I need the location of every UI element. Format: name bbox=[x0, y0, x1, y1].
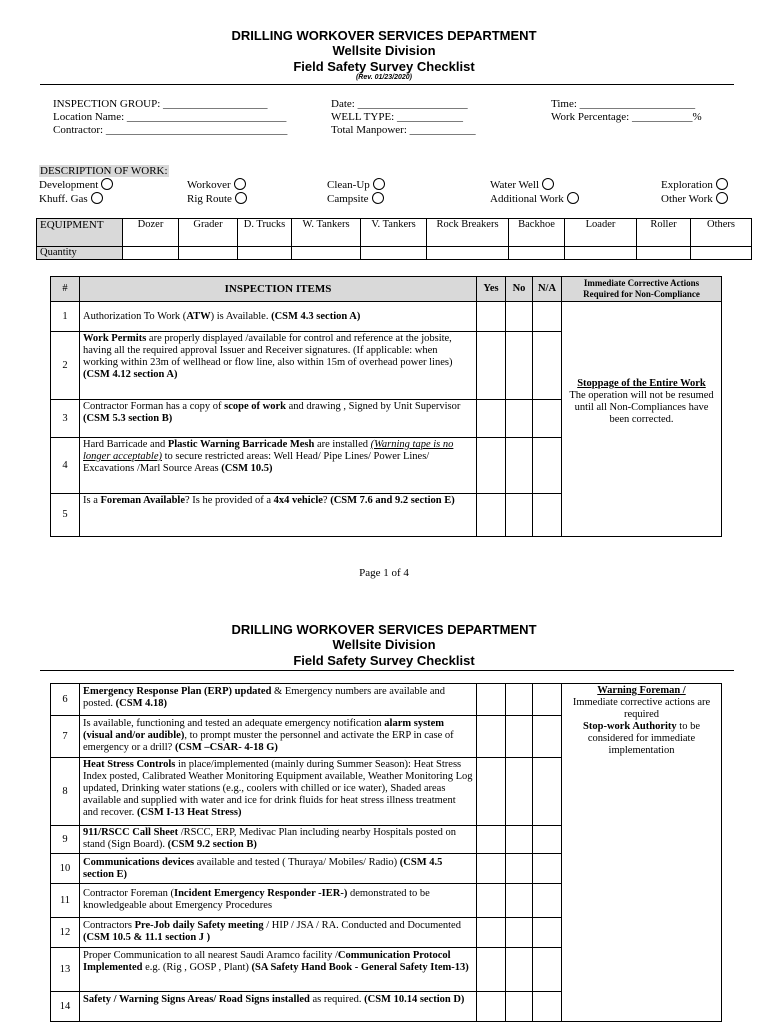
row-item-text: Heat Stress Controls in place/implemented (mainly during Summer Season): Heat Stress Index posted, Calibrated Weather Monitoring Equipment available, Weather Monitoring Log updated, Drinking water stations (e.g., coolers with chilled or ice water), Shaded areas available and supplied with water and ice for drink fluids for heat stress illness treatment and recover. (CSM I-13 Heat Stress) bbox=[80, 758, 477, 826]
well-type-field[interactable]: WELL TYPE: ____________ bbox=[331, 111, 463, 123]
page1-header-rule bbox=[40, 84, 734, 85]
inspection-group-field[interactable]: INSPECTION GROUP: ___________________ bbox=[53, 98, 268, 110]
row-item-text: Work Permits are properly displayed /available for control and reference at the jobsite, having all the required approval Issuer and Receiver signatures. (If applicable: when working within 23m of wellhead or flow line, also within 15m of overhead power lines) (CSM 4.12 section A) bbox=[80, 332, 477, 400]
row-item-text: Contractors Pre-Job daily Safety meeting / HIP / JSA / RA. Conducted and Documented (CSM 10.5 & 11.1 section J ) bbox=[80, 918, 477, 948]
na-cell[interactable] bbox=[533, 948, 562, 992]
option-additional-work[interactable]: Additional Work bbox=[490, 192, 579, 205]
row-item-text: Emergency Response Plan (ERP) updated & Emergency numbers are available and posted. (CSM 4.18) bbox=[80, 684, 477, 716]
quantity-cell[interactable] bbox=[123, 247, 179, 260]
equipment-table bbox=[36, 218, 752, 260]
page2-header-rule bbox=[40, 670, 734, 671]
radio-water-well[interactable] bbox=[542, 178, 554, 190]
row-number: 8 bbox=[51, 758, 80, 826]
quantity-cell[interactable] bbox=[637, 247, 691, 260]
equipment-others: Others bbox=[691, 219, 752, 247]
col-number: # bbox=[51, 277, 80, 302]
radio-development[interactable] bbox=[101, 178, 113, 190]
equipment-grader: Grader bbox=[179, 219, 238, 247]
na-cell[interactable] bbox=[533, 758, 562, 826]
na-cell[interactable] bbox=[533, 438, 562, 494]
row-item-text: Hard Barricade and Plastic Warning Barricade Mesh are installed (Warning tape is no longer acceptable) to secure restricted areas: Well Head/ Pipe Lines/ Power Lines/ Excavations /Marl Source Areas (CSM 10.5) bbox=[80, 438, 477, 494]
table-row bbox=[51, 684, 722, 716]
col-na: N/A bbox=[533, 277, 562, 302]
equipment-quantity-row bbox=[37, 247, 752, 260]
corrective-action-cell bbox=[562, 302, 722, 537]
yes-cell[interactable] bbox=[477, 400, 506, 438]
equipment-label: EQUIPMENT bbox=[37, 219, 123, 247]
no-cell[interactable] bbox=[506, 758, 533, 826]
radio-campsite[interactable] bbox=[372, 192, 384, 204]
no-cell[interactable] bbox=[506, 400, 533, 438]
page1-form-title: Field Safety Survey Checklist bbox=[293, 59, 475, 74]
yes-cell[interactable] bbox=[477, 992, 506, 1022]
no-cell[interactable] bbox=[506, 716, 533, 758]
quantity-cell[interactable] bbox=[509, 247, 565, 260]
radio-workover[interactable] bbox=[234, 178, 246, 190]
equipment-header-row bbox=[37, 219, 752, 247]
row-number: 9 bbox=[51, 826, 80, 854]
na-cell[interactable] bbox=[533, 302, 562, 332]
no-cell[interactable] bbox=[506, 302, 533, 332]
inspection-table-page1 bbox=[50, 276, 722, 537]
row-number: 14 bbox=[51, 992, 80, 1022]
yes-cell[interactable] bbox=[477, 438, 506, 494]
yes-cell[interactable] bbox=[477, 684, 506, 716]
equipment-v-tankers: V. Tankers bbox=[361, 219, 427, 247]
page1-department-title: DRILLING WORKOVER SERVICES DEPARTMENT bbox=[231, 28, 537, 43]
equipment-roller: Roller bbox=[637, 219, 691, 247]
option-exploration[interactable]: Exploration bbox=[661, 178, 728, 191]
row-number: 11 bbox=[51, 884, 80, 918]
warning-action-cell bbox=[562, 684, 722, 1022]
yes-cell[interactable] bbox=[477, 302, 506, 332]
yes-cell[interactable] bbox=[477, 918, 506, 948]
option-water-well[interactable]: Water Well bbox=[490, 178, 554, 191]
quantity-cell[interactable] bbox=[361, 247, 427, 260]
yes-cell[interactable] bbox=[477, 758, 506, 826]
description-of-work-label: DESCRIPTION OF WORK: bbox=[40, 165, 168, 177]
time-field[interactable]: Time: _____________________ bbox=[551, 98, 696, 110]
radio-exploration[interactable] bbox=[716, 178, 728, 190]
no-cell[interactable] bbox=[506, 854, 533, 884]
equipment-dozer: Dozer bbox=[123, 219, 179, 247]
row-item-text: Communications devices available and tested ( Thuraya/ Mobiles/ Radio) (CSM 4.5 section E) bbox=[80, 854, 477, 884]
yes-cell[interactable] bbox=[477, 826, 506, 854]
no-cell[interactable] bbox=[506, 992, 533, 1022]
page2-division-title: Wellsite Division bbox=[332, 637, 436, 652]
col-corrective-actions: Immediate Corrective Actions Required for Non-Compliance bbox=[562, 277, 722, 302]
row-number: 6 bbox=[51, 684, 80, 716]
work-percentage-field[interactable]: Work Percentage: ___________% bbox=[551, 111, 702, 123]
row-number: 12 bbox=[51, 918, 80, 948]
na-cell[interactable] bbox=[533, 826, 562, 854]
na-cell[interactable] bbox=[533, 854, 562, 884]
option-khuff-gas[interactable]: Khuff. Gas bbox=[39, 192, 103, 205]
row-number: 7 bbox=[51, 716, 80, 758]
row-item-text: Safety / Warning Signs Areas/ Road Signs installed as required. (CSM 10.14 section D) bbox=[80, 992, 477, 1022]
no-cell[interactable] bbox=[506, 494, 533, 537]
warning-text: Immediate corrective actions are required bbox=[572, 697, 711, 720]
row-item-text: Is available, functioning and tested an adequate emergency notification alarm system (visual and/or audible), to prompt muster the personnel and activate the ERP in case of emergency or a drill? (CSM –CSAR- 4-18 G) bbox=[80, 716, 477, 758]
radio-other-work[interactable] bbox=[716, 192, 728, 204]
col-no: No bbox=[506, 277, 533, 302]
no-cell[interactable] bbox=[506, 826, 533, 854]
yes-cell[interactable] bbox=[477, 854, 506, 884]
total-manpower-field[interactable]: Total Manpower: ____________ bbox=[331, 124, 476, 136]
option-workover[interactable]: Workover bbox=[187, 178, 246, 191]
quantity-cell[interactable] bbox=[691, 247, 752, 260]
yes-cell[interactable] bbox=[477, 716, 506, 758]
na-cell[interactable] bbox=[533, 716, 562, 758]
page2-department-title: DRILLING WORKOVER SERVICES DEPARTMENT bbox=[231, 622, 537, 637]
row-number: 10 bbox=[51, 854, 80, 884]
radio-additional-work[interactable] bbox=[567, 192, 579, 204]
contractor-field[interactable]: Contractor: _________________________________ bbox=[53, 124, 288, 136]
warning-foreman-title: Warning Foreman / bbox=[597, 685, 686, 696]
option-campsite[interactable]: Campsite bbox=[327, 192, 384, 205]
page2-form-title: Field Safety Survey Checklist bbox=[293, 653, 475, 668]
na-cell[interactable] bbox=[533, 992, 562, 1022]
stoppage-title: Stoppage of the Entire Work bbox=[577, 378, 706, 389]
row-number: 2 bbox=[51, 332, 80, 400]
table-row bbox=[51, 302, 722, 332]
no-cell[interactable] bbox=[506, 438, 533, 494]
quantity-label: Quantity bbox=[37, 247, 123, 260]
row-number: 5 bbox=[51, 494, 80, 537]
no-cell[interactable] bbox=[506, 884, 533, 918]
equipment-w-tankers: W. Tankers bbox=[292, 219, 361, 247]
na-cell[interactable] bbox=[533, 400, 562, 438]
row-item-text: Authorization To Work (ATW) is Available. (CSM 4.3 section A) bbox=[80, 302, 477, 332]
row-item-text: Contractor Forman has a copy of scope of work and drawing , Signed by Unit Supervisor (CSM 5.3 section B) bbox=[80, 400, 477, 438]
na-cell[interactable] bbox=[533, 884, 562, 918]
inspection-table-page2 bbox=[50, 683, 722, 1022]
radio-clean-up[interactable] bbox=[373, 178, 385, 190]
stoppage-text: The operation will not be resumed until all Non-Compliances have been corrected. bbox=[569, 390, 714, 425]
row-number: 13 bbox=[51, 948, 80, 992]
row-item-text: Contractor Foreman (Incident Emergency Responder -IER-) demonstrated to be knowledgeable about Emergency Procedures bbox=[80, 884, 477, 918]
yes-cell[interactable] bbox=[477, 884, 506, 918]
page-number: Page 1 of 4 bbox=[359, 567, 409, 579]
option-clean-up[interactable]: Clean-Up bbox=[327, 178, 385, 191]
quantity-cell[interactable] bbox=[427, 247, 509, 260]
na-cell[interactable] bbox=[533, 494, 562, 537]
yes-cell[interactable] bbox=[477, 494, 506, 537]
na-cell[interactable] bbox=[533, 332, 562, 400]
radio-rig-route[interactable] bbox=[235, 192, 247, 204]
na-cell[interactable] bbox=[533, 684, 562, 716]
na-cell[interactable] bbox=[533, 918, 562, 948]
yes-cell[interactable] bbox=[477, 332, 506, 400]
row-number: 1 bbox=[51, 302, 80, 332]
inspection-header-row bbox=[51, 277, 722, 302]
row-item-text: Is a Foreman Available? Is he provided of a 4x4 vehicle? (CSM 7.6 and 9.2 section E) bbox=[80, 494, 477, 537]
date-field[interactable]: Date: ____________________ bbox=[331, 98, 468, 110]
equipment-loader: Loader bbox=[565, 219, 637, 247]
page1-division-title: Wellsite Division bbox=[332, 43, 436, 58]
quantity-cell[interactable] bbox=[565, 247, 637, 260]
equipment-rock-breakers: Rock Breakers bbox=[427, 219, 509, 247]
option-development[interactable]: Development bbox=[39, 178, 113, 191]
row-number: 4 bbox=[51, 438, 80, 494]
option-rig-route[interactable]: Rig Route bbox=[187, 192, 247, 205]
row-number: 3 bbox=[51, 400, 80, 438]
equipment-d-trucks: D. Trucks bbox=[238, 219, 292, 247]
no-cell[interactable] bbox=[506, 918, 533, 948]
option-other-work[interactable]: Other Work bbox=[661, 192, 728, 205]
row-item-text: 911/RSCC Call Sheet /RSCC, ERP, Medivac Plan including nearby Hospitals posted on stand (Sign Board). (CSM 9.2 section B) bbox=[80, 826, 477, 854]
yes-cell[interactable] bbox=[477, 948, 506, 992]
quantity-cell[interactable] bbox=[179, 247, 238, 260]
no-cell[interactable] bbox=[506, 684, 533, 716]
col-yes: Yes bbox=[477, 277, 506, 302]
stop-work-text: Stop-work Authority to be considered for immediate implementation bbox=[583, 721, 700, 756]
no-cell[interactable] bbox=[506, 332, 533, 400]
no-cell[interactable] bbox=[506, 948, 533, 992]
col-inspection-items: INSPECTION ITEMS bbox=[80, 277, 477, 302]
quantity-cell[interactable] bbox=[292, 247, 361, 260]
location-name-field[interactable]: Location Name: _____________________________ bbox=[53, 111, 287, 123]
equipment-backhoe: Backhoe bbox=[509, 219, 565, 247]
page1-revision: (Rev. 01/23/2020) bbox=[355, 74, 413, 81]
radio-khuff-gas[interactable] bbox=[91, 192, 103, 204]
row-item-text: Proper Communication to all nearest Saudi Aramco facility /Communication Protocol Implemented e.g. (Rig , GOSP , Plant) (SA Safety Hand Book - General Safety Item-13) bbox=[80, 948, 477, 992]
quantity-cell[interactable] bbox=[238, 247, 292, 260]
